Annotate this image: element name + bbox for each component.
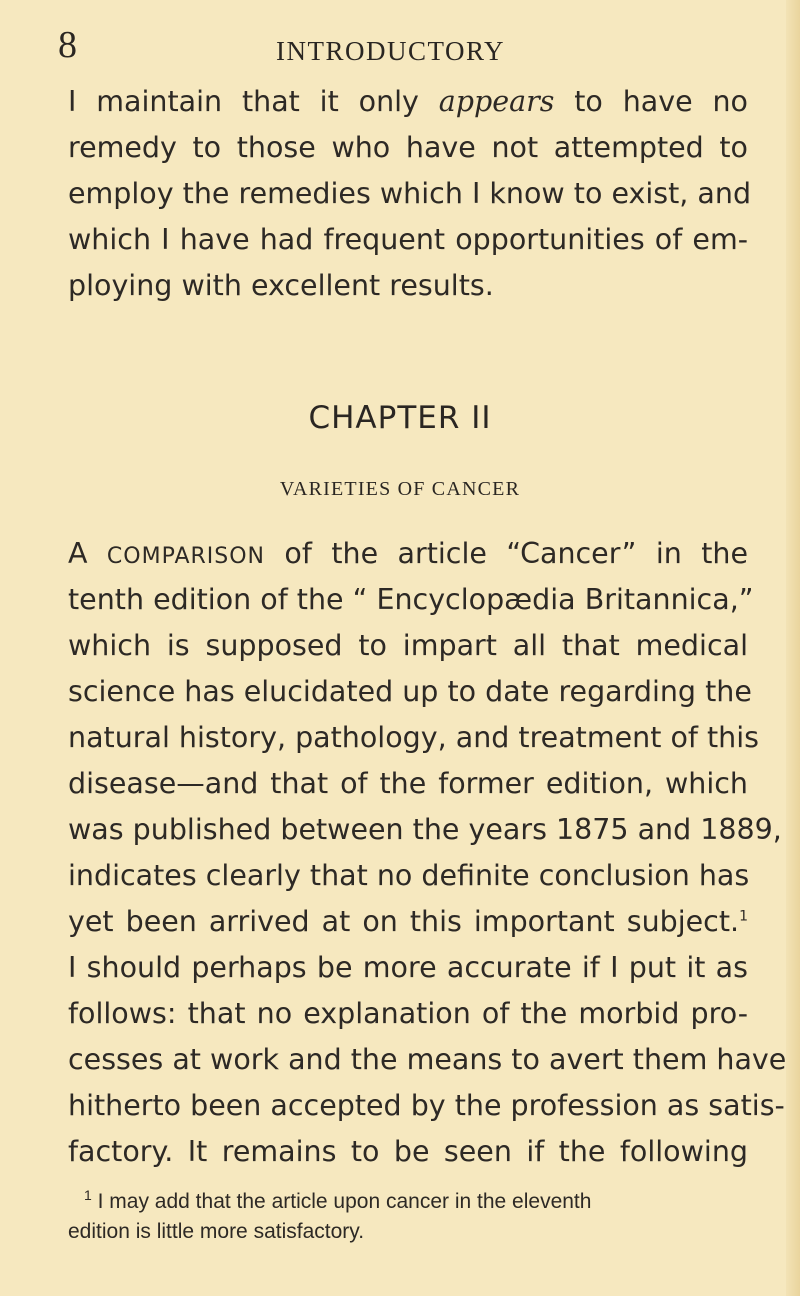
text-line: factory. It remains to be seen if the following xyxy=(68,1135,748,1168)
running-head: INTRODUCTORY xyxy=(276,36,506,66)
text-line: indicates clearly that no definite conclusion has xyxy=(68,859,750,892)
text-line: cesses at work and the means to avert them have xyxy=(68,1043,787,1076)
text-line: which is supposed to impart all that medical xyxy=(68,629,748,662)
text-line xyxy=(68,902,748,942)
text-span: yet been arrived at on this important subject. xyxy=(68,905,740,938)
footnote-reference: 1 xyxy=(739,908,748,925)
page-number: 8 xyxy=(58,24,77,66)
text-span: I may add that the article upon cancer in the eleventh xyxy=(91,1190,592,1213)
text-line: hitherto been accepted by the profession as satis- xyxy=(68,1089,785,1122)
text-line: natural history, pathology, and treatment of this xyxy=(68,721,759,754)
text-span: to have no xyxy=(554,85,748,118)
text-line: was published between the years 1875 and 1889, xyxy=(68,813,782,846)
text-span: of the article “Cancer” in the xyxy=(265,537,748,570)
text-line: I should perhaps be more accurate if I put it as xyxy=(68,951,748,984)
smallcaps-word: COMPARISON xyxy=(106,544,266,569)
text-line: remedy to those who have not attempted to xyxy=(68,131,748,164)
footnote-line xyxy=(84,1188,748,1216)
chapter-subtitle: VARIETIES OF CANCER xyxy=(279,478,521,500)
footnote-line: edition is little more satisfactory. xyxy=(68,1220,365,1243)
chapter-title: CHAPTER II xyxy=(308,400,492,436)
text-line xyxy=(68,82,748,122)
text-span: I maintain that it only xyxy=(68,85,439,118)
text-line: employ the remedies which I know to exist, and xyxy=(68,177,752,210)
footnote-marker: 1 xyxy=(84,1187,92,1203)
page-header xyxy=(0,24,800,78)
page-edge xyxy=(786,0,800,1296)
initial-letter: A xyxy=(68,537,88,570)
text-line: science has elucidated up to date regarding the xyxy=(68,675,752,708)
text-line: disease—and that of the former edition, which xyxy=(68,767,748,800)
text-line: follows: that no explanation of the morbid pro- xyxy=(68,997,748,1030)
text-line: tenth edition of the “ Encyclopædia Britannica,” xyxy=(68,583,754,616)
text-line: ploying with excellent results. xyxy=(68,269,494,302)
text-line: which I have had frequent opportunities of em- xyxy=(68,223,748,256)
text-line xyxy=(68,534,748,577)
italic-word: appears xyxy=(438,85,555,118)
